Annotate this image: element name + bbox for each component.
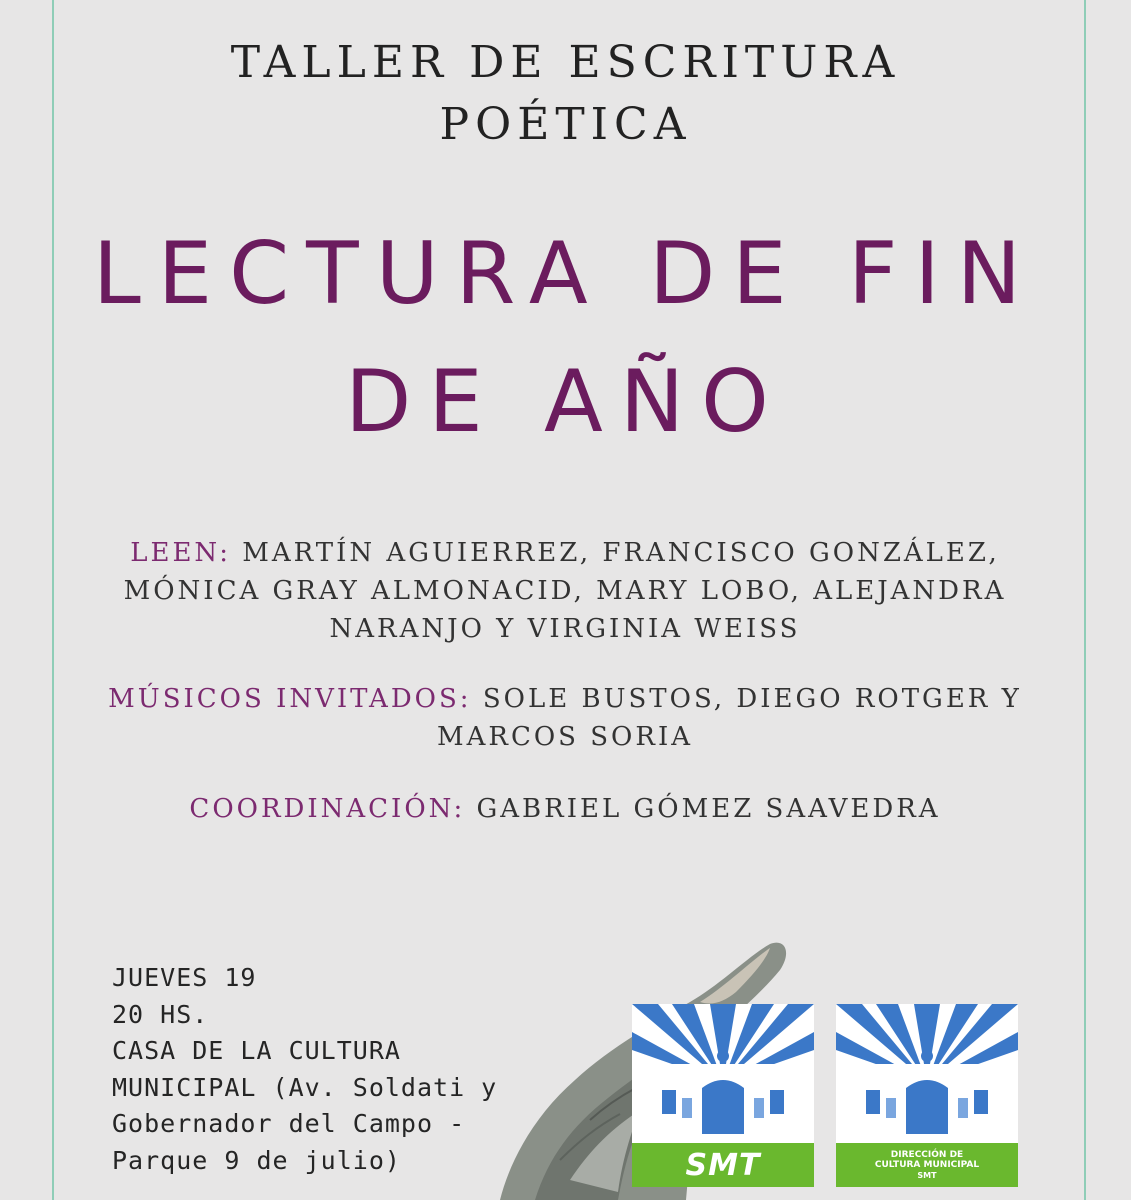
frame-line-right [1084, 0, 1086, 1200]
musicians-block [90, 680, 1040, 756]
event-title [0, 210, 1131, 466]
smt-logo-text: SMT [685, 1147, 761, 1183]
smt-logo-band [632, 1143, 814, 1187]
event-venue-line2: MUNICIPAL (Av. Soldati y [112, 1072, 498, 1102]
musicians-line2: MARCOS SORIA [436, 722, 693, 752]
direccion-logo-smt: SMT [917, 1171, 937, 1180]
direccion-cultura-logo [836, 1004, 1018, 1187]
event-date: JUEVES 19 [112, 963, 257, 992]
coordination-block [90, 790, 1040, 828]
workshop-title-line1: TALLER DE ESCRITURA [230, 37, 901, 88]
readers-block [90, 534, 1040, 648]
frame-line-left [52, 0, 54, 1200]
event-venue-line3: Gobernador del Campo - [112, 1109, 466, 1138]
musicians-line1: SOLE BUSTOS, DIEGO ROTGER Y [471, 684, 1022, 714]
musicians-label: MÚSICOS INVITADOS: [108, 684, 472, 714]
direccion-logo-band [836, 1143, 1018, 1187]
event-venue-line4: Parque 9 de julio) [112, 1145, 401, 1175]
direccion-logo-line2: CULTURA MUNICIPAL [874, 1160, 980, 1170]
event-time: 20 HS. [112, 999, 209, 1029]
event-title-line2: DE AÑO [345, 352, 786, 452]
smt-logo [632, 1004, 814, 1187]
readers-label: LEEN: [130, 538, 232, 568]
coordination-label: COORDINACIÓN: [189, 794, 466, 824]
workshop-title [0, 32, 1131, 156]
readers-line1: MARTÍN AGUIERREZ, FRANCISCO GONZÁLEZ, [231, 538, 1000, 568]
event-title-line1: LECTURA DE FIN [92, 224, 1039, 324]
direccion-logo-line1: DIRECCIÓN DE [890, 1150, 964, 1160]
readers-line3: NARANJO Y VIRGINIA WEISS [329, 614, 801, 644]
event-venue-line1: CASA DE LA CULTURA [112, 1036, 401, 1065]
workshop-title-line2: POÉTICA [439, 99, 692, 150]
readers-line2: MÓNICA GRAY ALMONACID, MARY LOBO, ALEJANDRA [123, 576, 1007, 606]
coordination-value: GABRIEL GÓMEZ SAAVEDRA [465, 794, 941, 824]
